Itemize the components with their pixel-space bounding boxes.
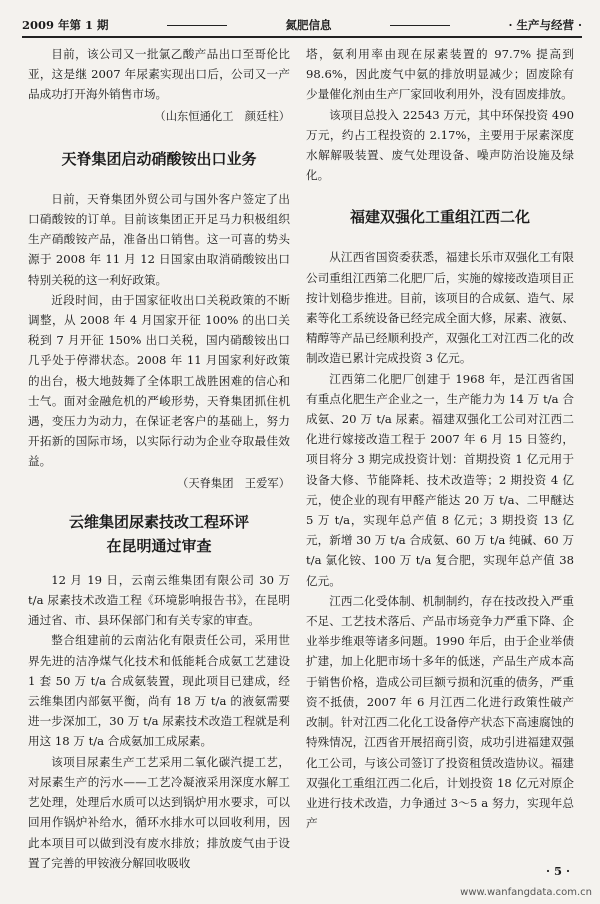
intro-paragraph: 目前，该公司又一批氯乙酸产品出口至哥伦比亚，这是继 2007 年尿素实现出口后，公司又一产品成功打开海外销售市场。 <box>28 47 290 102</box>
article1-byline: （天脊集团 王爱军） <box>177 476 290 490</box>
journal-name: 氮肥信息 <box>285 18 332 32</box>
article3-paragraph-2: 江西第二化肥厂创建于 1968 年，是江西省国有重点化肥生产企业之一，生产能力为 14 万 t/a 合成氨、20 万 t/a 尿素。福建双强化工公司对江西二化进行嫁接改造工程于 2007 年 6 月 15 日签约，项目将分 3 期完成投资计划：首期投资 1 亿元用于设备大修、节能降耗、技术改造等；2 期投资 4 亿元，使企业的现有甲醛产能达 20 万 t/a、二甲醚达 5 万 t/a，实现年总产值 8 亿元；3 期投资 13 亿元，新增 30 万 t/a 合成氨、60 万 t/a 纯碱、60 万 t/a 氯化铵、100 万 t/a 复合肥，实现年总产值 38 亿元。 <box>306 371 574 588</box>
article3-paragraph-3: 江西二化受体制、机制制约，存在技改投入严重不足、工艺技术落后、产品市场竞争力严重下降、企业举步维艰等诸多问题。1990 年后，由于企业举债扩建，加上化肥市场十多年的低迷，产品生产成本高于销售价格，造成公司巨额亏损和沉重的债务，严重资不抵债，2007 年 6 月江西二化进行政策性破产改制。针对江西二化化工设备停产状态下高速腐蚀的特殊情况，江西省开展招商引资，成功引进福建双强化工公司，与该公司签订了投资租赁改造协议。福建双强化工重组江西二化后，计划投资 18 亿元对原企业进行技术改造，力争通过 3～5 a 努力，实现年总产 <box>306 593 574 831</box>
left-column <box>28 44 290 870</box>
continuation-paragraph: 塔，氨利用率由现在尿素装置的 97.7% 提高到 98.6%，因此废气中氨的排放明显减少；固废除有少量催化剂由生产厂家回收利用外，没有固废排放。 <box>306 47 574 102</box>
article2-title-line2: 在昆明通过审查 <box>106 536 212 555</box>
section-label: · 生产与经营 · <box>508 18 582 32</box>
article1-paragraph-1: 日前，天脊集团外贸公司与国外客户签定了出口硝酸铵的订单。目前该集团正开足马力积极组织生产硝酸铵产品，准备出口销售。这一可喜的势头源于 2008 年 11 月 12 日国家由取消硝酸铵出口特别关税的这一利好政策。 <box>28 191 290 287</box>
article3-paragraph-1: 从江西省国资委获悉，福建长乐市双强化工有限公司重组江西第二化肥厂后，实施的嫁接改造项目正按计划稳步推进。目前，该项目的合成氨、造气、尿素等化工系统设备已经完成全面大修，尿素、液氨、精醇等产品已经顺利投产，双强化工对江西二化的改制改造已累计完成投资 3 亿元。 <box>306 250 574 366</box>
page-number: · 5 · <box>545 864 570 878</box>
issue-label: 2009 年第 1 期 <box>22 18 109 32</box>
article2-title-line1: 云维集团尿素技改工程环评 <box>68 512 249 531</box>
article3-title: 福建双强化工重组江西二化 <box>349 208 530 227</box>
investment-paragraph: 该项目总投入 22543 万元，其中环保投资 490 万元，约占工程投资的 2.17%，主要用于尿素深度水解解吸装置、废气处理设备、噪声防治设施及绿化。 <box>306 107 574 183</box>
article1-title: 天脊集团启动硝酸铵出口业务 <box>61 149 257 168</box>
right-column <box>306 44 574 870</box>
header-divider-left <box>167 25 227 26</box>
article2-paragraph-2: 整合组建前的云南沾化有限责任公司，采用世界先进的洁净煤气化技术和低能耗合成氨工艺建设 1 套 50 万 t/a 合成氨装置，现此项目已建成，经云维集团内部氨平衡，尚有 18 万 t/a 的液氨需要进一步深加工，30 万 t/a 尿素技术改造工程就是利用这 18 万 t/a 合成氨加工成尿素。 <box>28 633 290 749</box>
page-header <box>22 14 582 38</box>
article2-paragraph-3: 该项目尿素生产工艺采用二氧化碳汽提工艺，对尿素生产的污水——工艺冷凝液采用深度水解工艺处理，处理后水质可以达到锅炉用水要求，可以回用作锅炉补给水，循环水排水可以回收利用，因此本项目可以做到没有废水排放；排放废气由于设置了完善的甲铵液分解回收吸收 <box>28 754 290 870</box>
intro-byline: （山东恒通化工 颜廷柱） <box>154 109 290 123</box>
header-divider-right <box>390 25 450 26</box>
article1-paragraph-2: 近段时间，由于国家征收出口关税政策的不断调整，从 2008 年 4 月国家开征 100% 的出口关税到 7 月开征 150% 出口关税，国内硝酸铵出口几乎处于停滞状态。2008 年 11 月国家利好政策的出台，极大地鼓舞了全体职工战胜困难的信心和士气。面对金融危机的严峻形势，天脊集团抓住机遇，变压力为动力，在保证老客户的基础上，努力开拓新的国际市场，以实际行动为企业夺取最佳效益。 <box>28 292 290 469</box>
article2-title <box>28 510 290 558</box>
article2-paragraph-1: 12 月 19 日，云南云维集团有限公司 30 万 t/a 尿素技术改造工程《环境影响报告书》，在昆明通过省、市、县环保部门和有关专家的审查。 <box>28 572 290 628</box>
watermark: www.wanfangdata.com.cn <box>460 887 592 898</box>
